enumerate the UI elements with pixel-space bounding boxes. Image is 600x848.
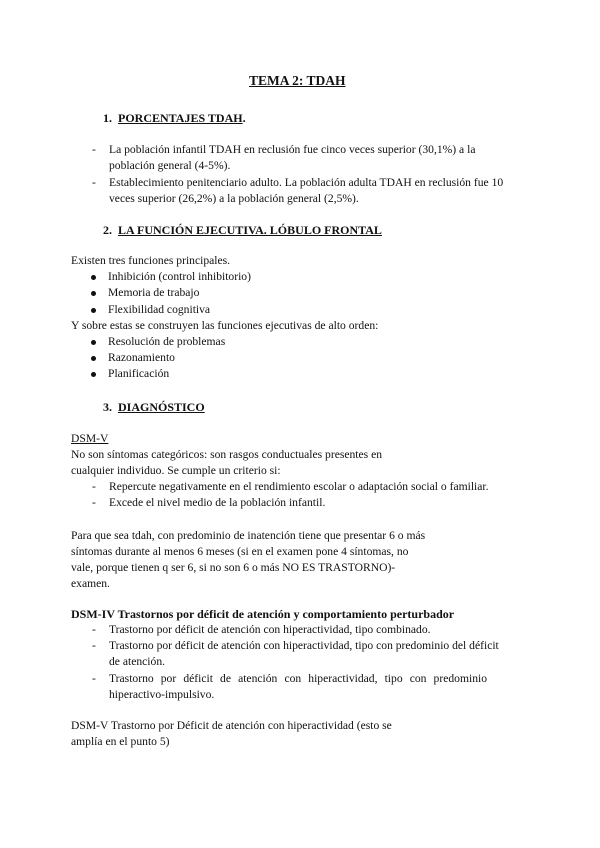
list-item: Inhibición (control inhibitorio) bbox=[108, 270, 251, 283]
section-3-heading: DIAGNÓSTICO bbox=[118, 400, 205, 414]
section-2-number: 2. bbox=[103, 223, 112, 237]
dsm4-item: hiperactivo-impulsivo. bbox=[109, 688, 215, 701]
dash-bullet: - bbox=[92, 639, 96, 652]
note-line: síntomas durante al menos 6 meses (si en el examen pone 4 síntomas, no bbox=[71, 545, 409, 558]
dsm5-label: DSM-V bbox=[71, 432, 109, 445]
dsm4-item: Trastorno por déficit de atención con hiperactividad, tipo combinado. bbox=[109, 623, 431, 636]
bullet-dot bbox=[91, 356, 96, 361]
paragraph-line: No son síntomas categóricos: son rasgos conductuales presentes en bbox=[71, 448, 383, 461]
section-2-heading: LA FUNCIÓN EJECUTIVA. LÓBULO FRONTAL bbox=[118, 223, 382, 237]
bullet-line: Establecimiento penitenciario adulto. La población adulta TDAH en reclusión fue 10 bbox=[109, 176, 504, 189]
list-item: Memoria de trabajo bbox=[108, 286, 200, 299]
list-item: Planificación bbox=[108, 367, 170, 380]
criterion-item: Excede el nivel medio de la población infantil. bbox=[109, 496, 326, 509]
dash-bullet: - bbox=[92, 623, 96, 636]
note-line: examen. bbox=[71, 577, 110, 590]
dsm4-item: Trastorno por déficit de atención con hiperactividad, tipo con predominio bbox=[109, 672, 488, 685]
dsm4-heading: DSM-IV Trastornos por déficit de atención y comportamiento perturbador bbox=[71, 607, 455, 621]
dsm4-item: Trastorno por déficit de atención con hiperactividad, tipo con predominio del déficit bbox=[109, 639, 499, 652]
bullet-dot bbox=[91, 308, 96, 313]
dash-bullet: - bbox=[92, 496, 96, 509]
paragraph-line: cualquier individuo. Se cumple un criterio si: bbox=[71, 464, 281, 477]
list-item: Razonamiento bbox=[108, 351, 175, 364]
dash-bullet: - bbox=[92, 480, 96, 493]
paragraph-middle: Y sobre estas se construyen las funciones ejecutivas de alto orden: bbox=[71, 319, 379, 332]
dash-bullet: - bbox=[92, 176, 96, 189]
dsm4-item: de atención. bbox=[109, 655, 166, 668]
list-item: Flexibilidad cognitiva bbox=[108, 303, 211, 316]
bullet-text: La población infantil TDAH en reclusión fue cinco veces superior (30,1%) a la bbox=[109, 143, 476, 156]
document-title: TEMA 2: TDAH bbox=[249, 73, 346, 88]
paragraph-intro: Existen tres funciones principales. bbox=[71, 254, 231, 267]
bullet-dot bbox=[91, 291, 96, 296]
bullet-dot bbox=[91, 340, 96, 345]
bullet-line bbox=[109, 142, 527, 158]
criterion-item: Repercute negativamente en el rendimiento escolar o adaptación social o familiar. bbox=[109, 480, 489, 493]
section-1-heading-text: PORCENTAJES TDAH bbox=[118, 111, 243, 125]
dash-bullet: - bbox=[92, 143, 96, 156]
section-3-number: 3. bbox=[103, 400, 112, 414]
bullet-line: veces superior (26,2%) a la población general (2,5%). bbox=[109, 192, 359, 205]
bullet-line: población general (4-5%). bbox=[109, 159, 231, 172]
list-item: Resolución de problemas bbox=[108, 335, 226, 348]
note-line: Para que sea tdah, con predominio de inatención tiene que presentar 6 o más bbox=[71, 529, 426, 542]
section-1-heading bbox=[118, 110, 246, 127]
dash-bullet: - bbox=[92, 672, 96, 685]
bullet-dot bbox=[91, 275, 96, 280]
closing-line: DSM-V Trastorno por Déficit de atención con hiperactividad (esto se bbox=[71, 719, 392, 732]
closing-line: amplía en el punto 5) bbox=[71, 735, 170, 748]
section-1-heading-suffix: . bbox=[242, 111, 246, 125]
section-1-number: 1. bbox=[103, 111, 112, 125]
bullet-dot bbox=[91, 372, 96, 377]
note-line: vale, porque tienen q ser 6, si no son 6 o más NO ES TRASTORNO)- bbox=[71, 561, 396, 574]
